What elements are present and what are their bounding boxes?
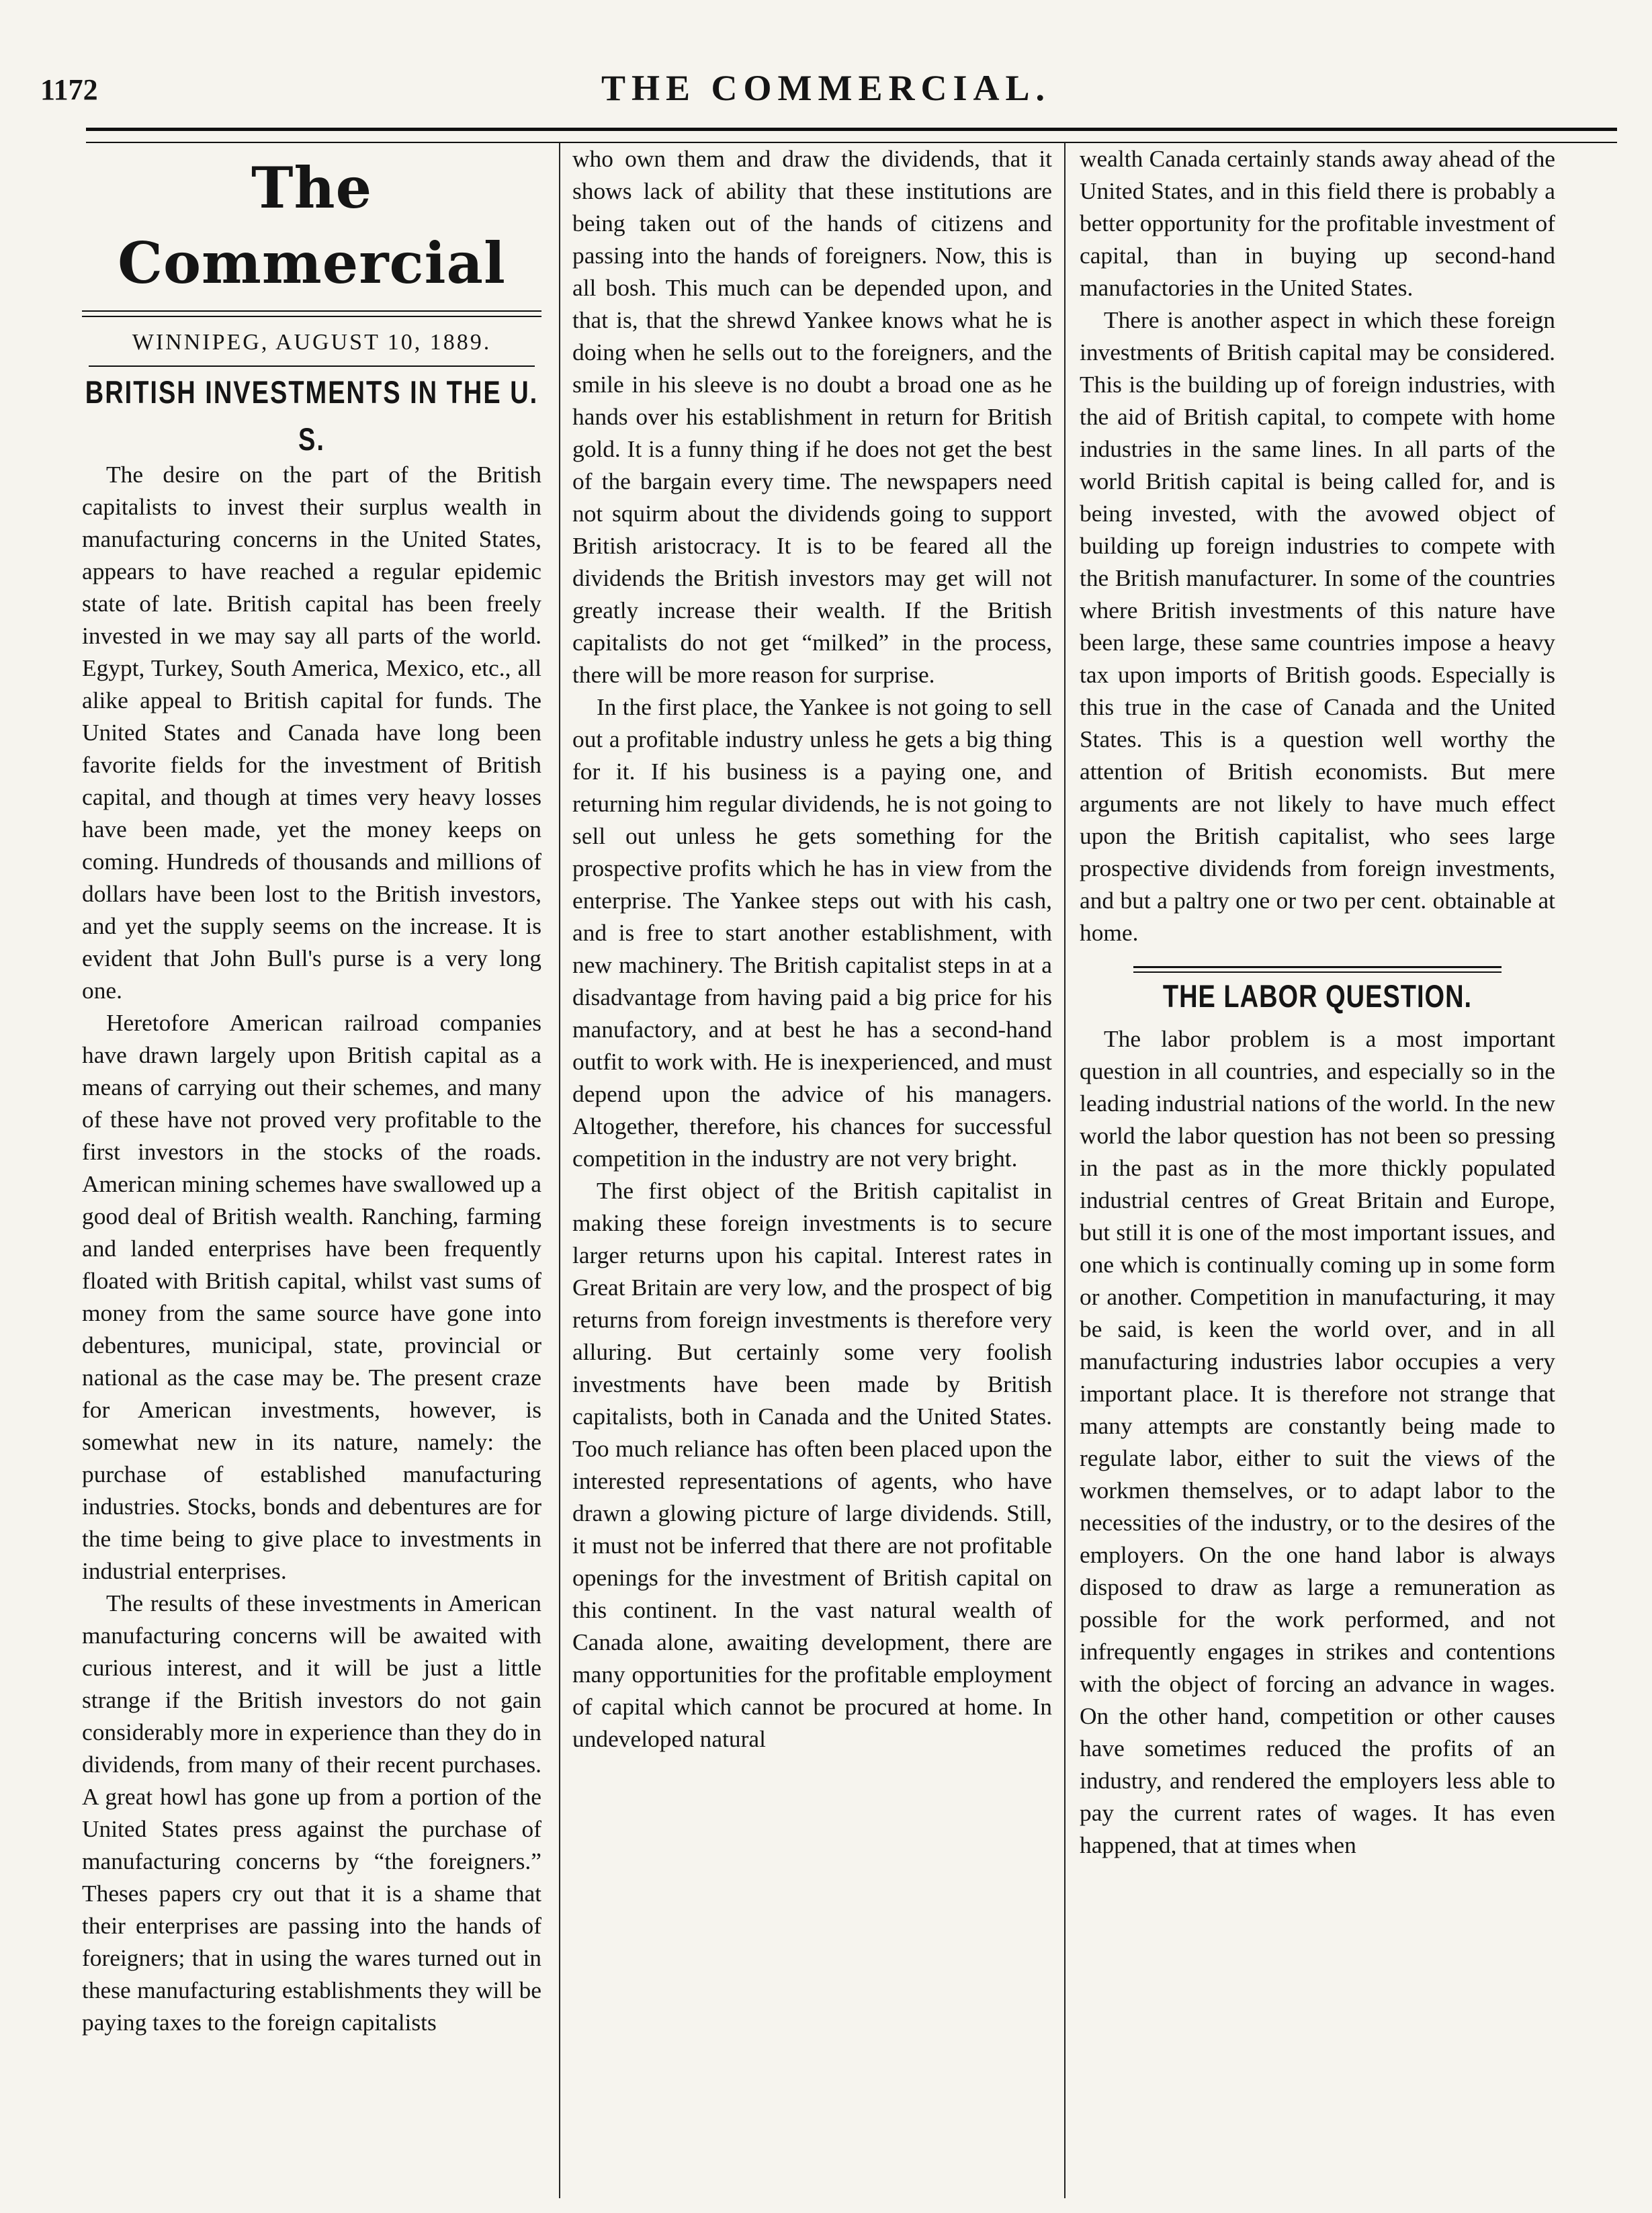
column-2 [572,142,1052,2192]
masthead-title: The Commercial [118,155,506,296]
dateline-rule [89,365,535,367]
paragraph: The results of these investments in American manufacturing concerns will be awaited with curious interest, and it will be just a little strange if the British investors do not gain considerably more in experience than they do in dividends, from many of their recent purchases. A great howl has gone up from a portion of the United States press against the purchase of manufacturing concerns by “the foreigners.” Theses papers cry out that it is a shame that their enterprises are passing into the hands of foreigners; that in using the wares turned out in these manufacturing establishments they will be paying taxes to the foreign capitalists [82,1590,541,2036]
paragraph: The first object of the British capitalist in making these foreign investments is to secure larger returns upon his capital. Interest rates in Great Britain are very low, and the prospect of big returns from foreign investments is therefore very alluring. But certainly some very foolish investments have been made by British capitalists, both in Canada and the United States. Too much reliance has often been placed upon the interested representations of agents, who have drawn a glowing picture of large dividends. Still, it must not be inferred that there are not profitable openings for the investment of British capital on this continent. In the vast natural wealth of Canada alone, awaiting development, there are many opportunities for the profitable employment of capital which cannot be procured at home. In undeveloped natural [572,1177,1052,1752]
column-divider [1064,142,1066,2198]
paragraph: In the first place, the Yankee is not going to sell out a profitable industry unless he gets a big thing for it. If his business is a paying one, and returning him regular dividends, he is not going to sell out unless he gets something for the prospective profits which he has in view from the enterprise. The Yankee steps out with his cash, and is free to start another establishment, with new machinery. The British capitalist steps in at a disadvantage from having paid a big price for his manufactory, and at best he has a second-hand outfit to work with. He is inexperienced, and must depend upon the advice of his managers. Altogether, therefore, his chances for successful competition in the industry are not very bright. [572,693,1052,1172]
paragraph: The desire on the part of the British capitalists to invest their surplus wealth in manufacturing concerns in the United States, appears to have reached a regular epidemic state of late. British capital has been freely invested in we may say all parts of the world. Egypt, Turkey, South America, Mexico, etc., all alike appeal to British capital for funds. The United States and Canada have long been favorite fields for the investment of British capital, and though at times very heavy losses have been made, yet the money keeps on coming. Hundreds of thousands and millions of dollars have been lost to the British investors, and yet the supply seems on the increase. It is evident that John Bull's purse is a very long one. [82,461,541,1004]
column-1 [82,142,541,2192]
page-number: 1172 [40,73,98,106]
running-title: THE COMMERCIAL. [601,68,1051,108]
header-rule [86,128,1617,143]
paragraph: who own them and draw the dividends, that it shows lack of ability that these institutions are being taken out of the hands of citizens and passing into the hands of foreigners. Now, this is all bosh. This much can be depended upon, and that is, that the shrewd Yankee knows what he is doing when he sells out to the foreigners, and the smile in his sleeve is no doubt a broad one as he hands over his establishment in return for British gold. It is a funny thing if he does not get the best of the bargain every time. The newspapers need not squirm about the dividends going to support British aristocracy. It is to be feared all the dividends the British investors may get will not greatly increase their wealth. If the British capitalists do not get “milked” in the process, there will be more reason for surprise. [572,145,1052,688]
column-divider [559,142,560,2198]
dateline: WINNIPEG, AUGUST 10, 1889. [132,330,492,355]
paragraph: The labor problem is a most important question in all countries, and especially so in the leading industrial nations of the world. In the new world the labor question has not been so pressing in the past as in the more thickly populated industrial centres of Great Britain and Europe, but still it is one of the most important issues, and one which is continually coming up in some form or another. Competition in manufacturing, it may be said, is keen the world over, and in all manufacturing industries labor occupies a very important place. It is therefore not strange that many attempts are constantly being made to regulate labor, either to suit the views of the workmen themselves, or to adapt labor to the necessities of the industry, or to the desires of the employers. On the one hand labor is always disposed to draw as large a remuneration as possible for the work performed, and not infrequently engages in strikes and contentions with the object of forcing an advance in wages. On the other hand, competition or other causes have sometimes reduced the profits of an industry, and rendered the employers less able to pay the current rates of wages. It has even happened, that at times when [1080,1025,1555,1858]
column-3 [1080,142,1555,2192]
article-heading: BRITISH INVESTMENTS IN THE U. S. [85,375,539,458]
section-rule [1133,966,1502,973]
paragraph: wealth Canada certainly stands away ahead of the United States, and in this field there is probably a better opportunity for the profitable investment of capital, than in buying up second-hand manufactories in the United States. [1080,145,1555,301]
paragraph: Heretofore American railroad companies have drawn largely upon British capital as a means of carrying out their schemes, and many of these have not proved very profitable to the first investors in the stocks of the roads. American mining schemes have swallowed up a good deal of British wealth. Ranching, farming and landed enterprises have been frequently floated with British capital, whilst vast sums of money from the same source have gone into debentures, municipal, state, provincial or national as the case may be. The present craze for American investments, however, is somewhat new in its nature, namely: the purchase of established manufacturing industries. Stocks, bonds and debentures are for the time being to give place to investments in industrial enterprises. [82,1009,541,1584]
masthead-rule [82,310,541,317]
paragraph: There is another aspect in which these foreign investments of British capital may be considered. This is the building up of foreign industries, with the aid of British capital, to compete with home industries in the same lines. In all parts of the world British capital is being called for, and is being invested, with the avowed object of building up foreign industries to compete with the British manufacturer. In some of the countries where British investments of this nature have been large, these same countries impose a heavy tax upon imports of British goods. Especially is this true in the case of Canada and the United States. This is a question well worthy the attention of British economists. But mere arguments are not likely to have much effect upon the British capitalist, who sees large prospective dividends from foreign investments, and but a paltry one or two per cent. obtainable at home. [1080,306,1555,946]
article-heading: THE LABOR QUESTION. [1162,979,1473,1015]
